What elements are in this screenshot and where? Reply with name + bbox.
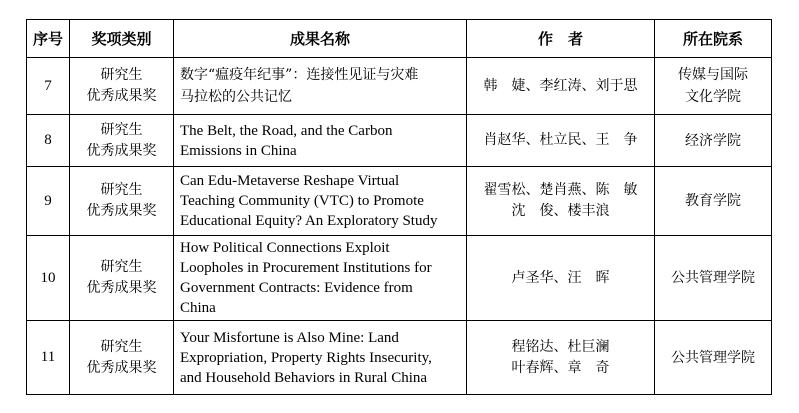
department-line: 公共管理学院 (671, 349, 755, 366)
authors-cell (467, 321, 655, 395)
table-row (27, 58, 772, 115)
title-cell (174, 58, 467, 115)
title-line: Teaching Community (VTC) to Promote (180, 193, 424, 209)
authors-line: 翟雪松、楚肖燕、陈 敏 (483, 182, 638, 198)
header-department: 所在院系 (655, 20, 772, 58)
title-line: and Household Behaviors in Rural China (180, 369, 428, 386)
title-cell (174, 321, 467, 395)
department-line: 教育学院 (685, 193, 741, 209)
category-line: 优秀成果奖 (86, 203, 157, 219)
award-table (26, 19, 772, 395)
award-table-container (26, 19, 772, 395)
authors-line: 卢圣华、汪 晖 (511, 269, 610, 286)
category-line: 研究生 (100, 338, 143, 355)
category-line: 研究生 (100, 121, 143, 138)
category-line: 优秀成果奖 (86, 280, 157, 296)
department-line: 文化学院 (685, 89, 741, 105)
authors-cell (467, 115, 655, 167)
category-line: 优秀成果奖 (86, 359, 157, 376)
department-line: 公共管理学院 (671, 270, 755, 286)
authors-line: 沈 俊、楼丰浪 (511, 203, 610, 219)
department-cell (655, 321, 772, 395)
category-line: 优秀成果奖 (86, 142, 157, 159)
authors-line: 程铭达、杜巨澜 (511, 338, 610, 355)
table-row (27, 321, 772, 395)
department-cell (655, 236, 772, 321)
title-line: Government Contracts: Evidence from (180, 280, 413, 296)
table-header-row (27, 20, 772, 58)
title-line: China (180, 300, 216, 316)
seq-cell: 10 (27, 236, 70, 321)
authors-line: 肖赵华、杜立民、王 争 (483, 132, 638, 148)
department-cell (655, 115, 772, 167)
title-line: Can Edu-Metaverse Reshape Virtual (180, 173, 400, 189)
department-line: 经济学院 (685, 132, 741, 149)
header-seq: 序号 (27, 20, 70, 58)
department-cell (655, 58, 772, 115)
category-cell (70, 58, 174, 115)
category-line: 研究生 (100, 182, 143, 198)
title-cell (174, 236, 467, 321)
title-cell (174, 167, 467, 236)
title-line: How Political Connections Exploit (180, 240, 390, 256)
seq-cell: 7 (27, 58, 70, 115)
category-cell (70, 115, 174, 167)
table-row (27, 115, 772, 167)
department-line: 传媒与国际 (678, 67, 748, 83)
authors-cell (467, 58, 655, 115)
header-authors: 作 者 (467, 20, 655, 58)
category-line: 研究生 (100, 67, 143, 83)
title-line: Expropriation, Property Rights Insecurity, (180, 349, 432, 366)
title-line: Loopholes in Procurement Institutions for (180, 260, 432, 276)
seq-cell: 8 (27, 115, 70, 167)
title-line: The Belt, the Road, and the Carbon (180, 122, 393, 139)
department-cell (655, 167, 772, 236)
table-row (27, 167, 772, 236)
title-line: Educational Equity? An Exploratory Study (180, 213, 438, 229)
category-line: 优秀成果奖 (86, 88, 157, 104)
title-line: 马拉松的公共记忆 (180, 89, 292, 105)
title-cell (174, 115, 467, 167)
seq-cell: 11 (27, 321, 70, 395)
table-row (27, 236, 772, 321)
header-category: 奖项类别 (70, 20, 174, 58)
title-line: 数字“瘟疫年纪事”：连接性见证与灾难 (180, 67, 419, 83)
authors-cell (467, 236, 655, 321)
category-line: 研究生 (100, 259, 143, 275)
category-cell (70, 321, 174, 395)
category-cell (70, 236, 174, 321)
category-cell (70, 167, 174, 236)
authors-cell (467, 167, 655, 236)
authors-line: 叶春辉、章 奇 (511, 359, 610, 376)
title-line: Your Misfortune is Also Mine: Land (180, 329, 399, 346)
seq-cell: 9 (27, 167, 70, 236)
authors-line: 韩 婕、李红涛、刘于思 (483, 77, 638, 94)
title-line: Emissions in China (180, 142, 297, 159)
header-title: 成果名称 (174, 20, 467, 58)
